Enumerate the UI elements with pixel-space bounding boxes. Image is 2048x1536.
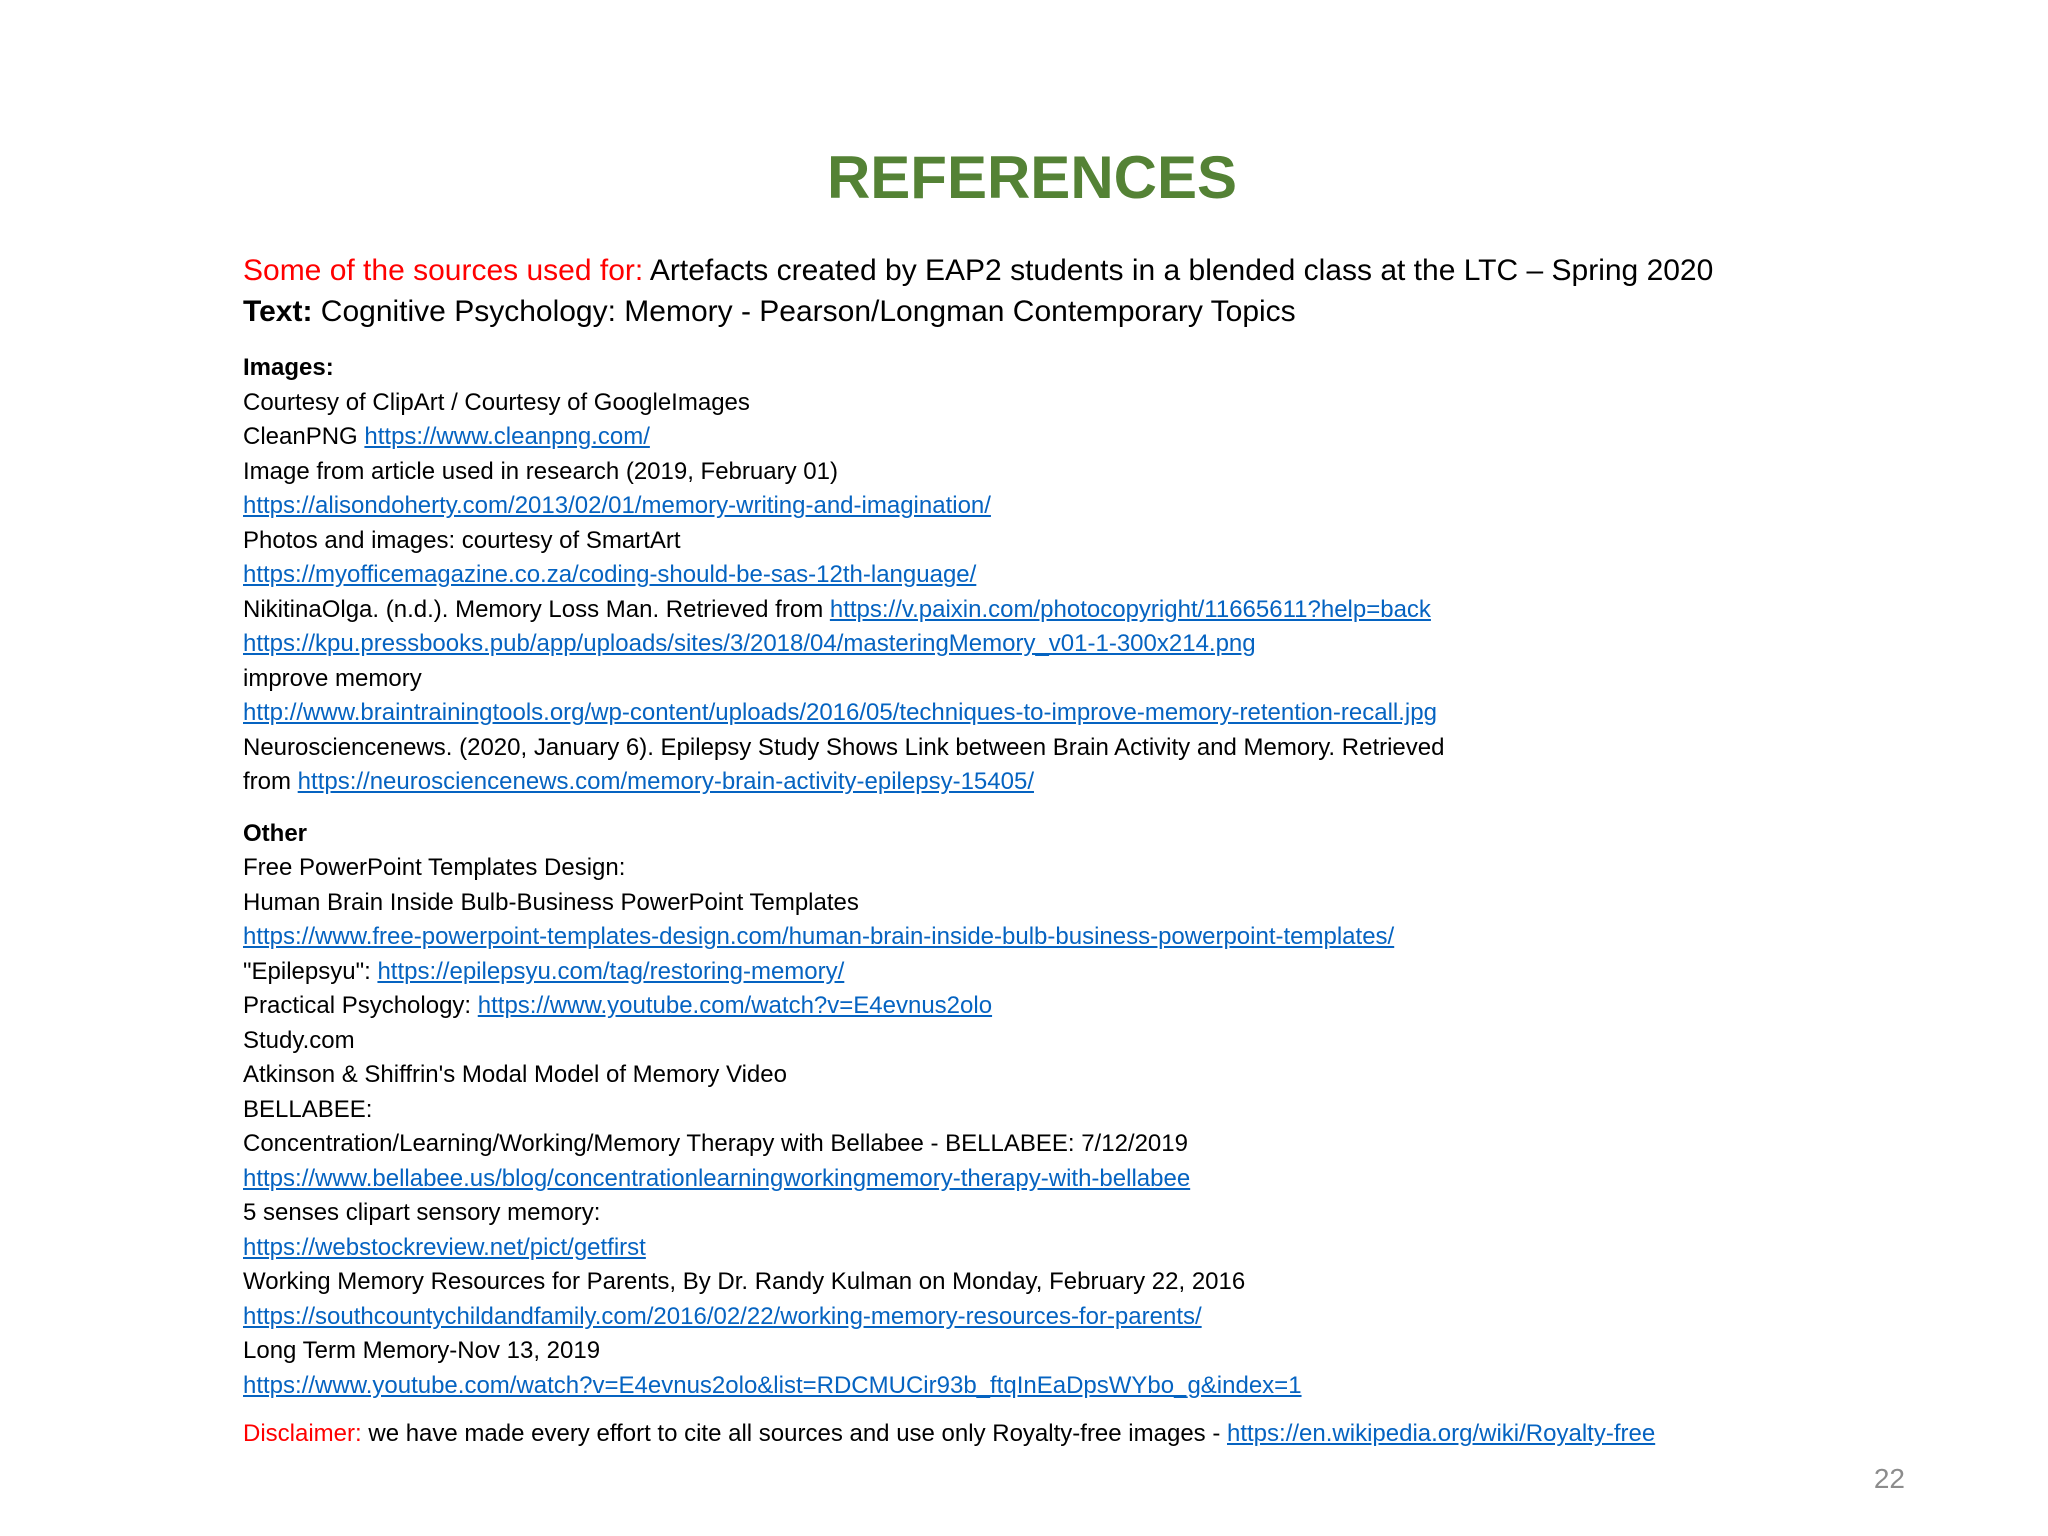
reference-link[interactable]: https://www.cleanpng.com/	[364, 423, 650, 450]
list-item	[243, 765, 1843, 800]
list-item: Atkinson & Shiffrin's Modal Model of Memory Video	[243, 1061, 787, 1088]
reference-text: from	[243, 768, 298, 795]
list-item: Working Memory Resources for Parents, By Dr. Randy Kulman on Monday, February 22, 2016	[243, 1268, 1246, 1295]
list-item: Study.com	[243, 1026, 355, 1054]
reference-link[interactable]: https://alisondoherty.com/2013/02/01/memory-writing-and-imagination/	[243, 492, 991, 519]
text-value: Cognitive Psychology: Memory - Pearson/Longman Contemporary Topics	[312, 295, 1296, 328]
list-item: Image from article used in research (2019, February 01)	[243, 457, 838, 485]
list-item	[243, 627, 1843, 662]
list-item: Concentration/Learning/Working/Memory Therapy with Bellabee - BELLABEE: 7/12/2019	[243, 1130, 1188, 1157]
list-item: improve memory	[243, 664, 422, 692]
reference-link[interactable]: https://neurosciencenews.com/memory-brain-activity-epilepsy-15405/	[297, 768, 1034, 795]
reference-text: "Epilepsyu":	[243, 957, 378, 985]
reference-link[interactable]: https://epilepsyu.com/tag/restoring-memory/	[377, 957, 845, 985]
list-item	[243, 696, 1843, 731]
sources-prefix: Some of the sources used for:	[243, 254, 644, 287]
reference-link[interactable]: https://www.free-powerpoint-templates-design.com/human-brain-inside-bulb-business-powerpoint-templates/	[243, 923, 1395, 950]
list-item: Human Brain Inside Bulb-Business PowerPoint Templates	[243, 888, 859, 916]
page-number: 22	[1873, 1463, 1905, 1494]
list-item: Courtesy of ClipArt / Courtesy of GoogleImages	[243, 388, 750, 416]
list-item: Long Term Memory-Nov 13, 2019	[243, 1337, 601, 1364]
list-item	[243, 558, 1843, 593]
list-item: BELLABEE:	[243, 1095, 373, 1123]
reference-text: NikitinaOlga. (n.d.). Memory Loss Man. Retrieved from	[243, 595, 830, 623]
reference-link[interactable]: https://www.youtube.com/watch?v=E4evnus2olo	[477, 992, 993, 1019]
reference-link[interactable]: https://southcountychildandfamily.com/2016/02/22/working-memory-resources-for-parents/	[243, 1302, 1202, 1330]
reference-link[interactable]: https://webstockreview.net/pict/getfirst	[243, 1233, 646, 1261]
text-line	[243, 291, 1843, 332]
list-item: Free PowerPoint Templates Design:	[243, 854, 626, 881]
disclaimer-link[interactable]: https://en.wikipedia.org/wiki/Royalty-free	[1227, 1420, 1656, 1447]
reference-link[interactable]: https://myofficemagazine.co.za/coding-should-be-sas-12th-language/	[243, 561, 977, 588]
list-item: Photos and images: courtesy of SmartArt	[243, 526, 681, 554]
list-item	[243, 1300, 1843, 1335]
list-item	[243, 420, 1843, 455]
reference-text: CleanPNG	[243, 423, 365, 450]
sources-text: Artefacts created by EAP2 students in a blended class at the LTC – Spring 2020	[643, 254, 1714, 287]
images-heading: Images:	[243, 354, 334, 381]
text-label: Text:	[243, 295, 313, 328]
list-item	[243, 1369, 1843, 1404]
list-item	[243, 489, 1843, 524]
sources-line	[243, 250, 1843, 291]
list-item	[243, 920, 1843, 955]
disclaimer	[243, 1417, 1883, 1451]
list-item	[243, 593, 1843, 628]
references-body	[243, 351, 1843, 1403]
list-item	[243, 955, 1843, 990]
reference-link[interactable]: https://www.bellabee.us/blog/concentrationlearningworkingmemory-therapy-with-bellabee	[243, 1164, 1191, 1192]
list-item	[243, 1162, 1843, 1197]
reference-link[interactable]: https://v.paixin.com/photocopyright/11665611?help=back	[829, 595, 1431, 623]
reference-link[interactable]: http://www.braintrainingtools.org/wp-content/uploads/2016/05/techniques-to-improve-memory-retention-recall.jpg	[243, 699, 1437, 726]
other-heading: Other	[243, 819, 308, 847]
intro-block	[243, 250, 1843, 332]
page-title: REFERENCES	[826, 144, 1238, 211]
reference-link[interactable]: https://kpu.pressbooks.pub/app/uploads/sites/3/2018/04/masteringMemory_v01-1-300x214.png	[243, 630, 1256, 657]
list-item: Neurosciencenews. (2020, January 6). Epilepsy Study Shows Link between Brain Activity and Memory. Retrieved	[243, 733, 1445, 761]
disclaimer-text: we have made every effort to cite all sources and use only Royalty-free images -	[361, 1420, 1227, 1447]
list-item: 5 senses clipart sensory memory:	[243, 1199, 601, 1226]
list-item	[243, 989, 1843, 1024]
list-item	[243, 1231, 1843, 1266]
section-gap	[243, 800, 1843, 817]
disclaimer-label: Disclaimer:	[243, 1420, 362, 1447]
reference-text: Practical Psychology:	[243, 992, 478, 1019]
reference-link[interactable]: https://www.youtube.com/watch?v=E4evnus2olo&list=RDCMUCir93b_ftqInEaDpsWYbo_g&index=1	[243, 1371, 1302, 1399]
